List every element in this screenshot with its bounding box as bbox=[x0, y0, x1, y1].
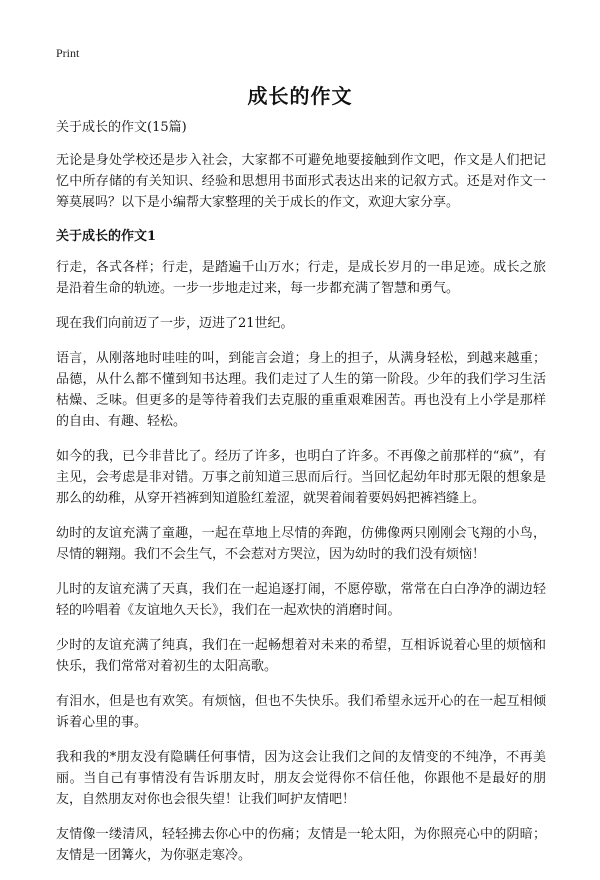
paragraph: 少时的友谊充满了纯真，我们在一起畅想着对未来的希望，互相诉说着心里的烦恼和快乐，我们常常对着初生的太阳高歌。 bbox=[56, 638, 546, 674]
paragraph: 幼时的友谊充满了童趣，一起在草地上尽情的奔跑，仿佛像两只刚刚会飞翔的小鸟，尽情的翱翔。我们不会生气，不会惹对方哭泣，因为幼时的我们没有烦恼！ bbox=[56, 526, 546, 562]
paragraph: 行走，各式各样；行走，是踏遍千山万水；行走，是成长岁月的一串足迹。成长之旅是沿着生命的轨迹。一步一步地走过来，每一步都充满了智慧和勇气。 bbox=[56, 260, 546, 296]
paragraph: 现在我们向前迈了一步，迈进了21世纪。 bbox=[56, 316, 294, 331]
print-link[interactable]: Print bbox=[56, 46, 80, 60]
document-title: 成长的作文 bbox=[247, 84, 353, 108]
paragraph: 我和我的*朋友没有隐瞒任何事情，因为这会让我们之间的友情变的不纯净，不再美丽。当自己有事情没有告诉朋友时，朋友会觉得你不信任他，你跟他不是最好的朋友，自然朋友对你也会很失望！让我们呵护友情吧！ bbox=[56, 750, 546, 807]
intro-paragraph: 无论是身处学校还是步入社会，大家都不可避免地要接触到作文吧，作文是人们把记忆中所存储的有关知识、经验和思想用书面形式表达出来的记叙方式。还是对作文一筹莫展吗？以下是小编帮大家整理的关于成长的作文，欢迎大家分享。 bbox=[56, 153, 546, 210]
paragraph: 语言，从刚落地时哇哇的叫，到能言会道；身上的担子，从满身轻松，到越来越重；品德，从什么都不懂到知书达理。我们走过了人生的第一阶段。少年的我们学习生活枯燥、乏味。但更多的是等待着我们去克服的重重艰难困苦。再也没有上小学是那样的自由、有趣、轻松。 bbox=[56, 351, 546, 429]
paragraph: 儿时的友谊充满了天真，我们在一起追逐打闹，不愿停歇，常常在白白净净的湖边轻轻的吟唱着《友谊地久天长》，我们在一起欢快的消磨时间。 bbox=[56, 582, 546, 618]
article-body bbox=[56, 118, 546, 880]
article-subtitle: 关于成长的作文(15篇) bbox=[56, 120, 187, 135]
section-heading: 关于成长的作文1 bbox=[56, 229, 157, 244]
paragraph: 友情像一缕清风，轻轻拂去你心中的伤痛；友情是一轮太阳，为你照亮心中的阴暗；友情是一团篝火，为你驱走寒冷。 bbox=[56, 827, 546, 863]
paragraph: 如今的我，已今非昔比了。经历了许多，也明白了许多。不再像之前那样的“疯”，有主见，会考虑是非对错。万事之前知道三思而后行。当回忆起幼年时那无限的想象是那么的幼稚，从穿开裆裤到知道脸红羞涩，就哭着闹着要妈妈把裤裆缝上。 bbox=[56, 449, 546, 506]
paragraph: 有泪水，但是也有欢笑。有烦恼，但也不失快乐。我们希望永远开心的在一起互相倾诉着心里的事。 bbox=[56, 694, 546, 730]
